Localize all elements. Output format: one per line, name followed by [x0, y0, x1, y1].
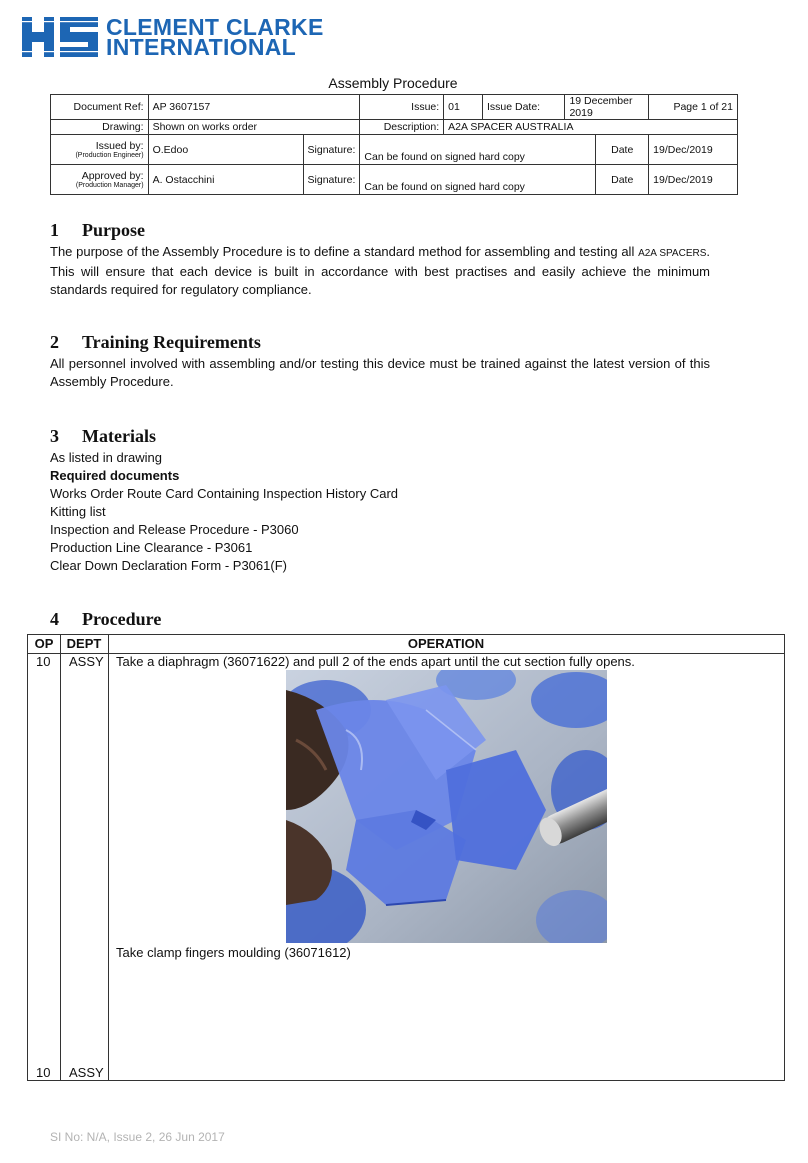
approved-by-value: A. Ostacchini [148, 165, 303, 195]
approved-date-value: 19/Dec/2019 [649, 165, 738, 195]
page-number: Page 1 of 21 [649, 95, 738, 120]
description-value: A2A SPACER AUSTRALIA [444, 120, 738, 135]
diaphragm-photo [286, 670, 607, 943]
procedure-header-row [28, 635, 784, 654]
company-logo [22, 16, 324, 58]
document-title: Assembly Procedure [328, 75, 458, 91]
required-document-item: Production Line Clearance - P3061 [50, 540, 253, 555]
footer-si-number: SI No: N/A, Issue 2, 26 Jun 2017 [50, 1130, 225, 1144]
issued-by-value: O.Edoo [148, 135, 303, 165]
doc-ref-label: Document Ref: [51, 95, 149, 120]
description-label: Description: [360, 120, 444, 135]
section-1-heading: 1 Purpose [50, 220, 145, 240]
materials-note: As listed in drawing [50, 450, 162, 465]
issue-value: 01 [444, 95, 483, 120]
row-1-dept: ASSY [69, 654, 104, 669]
dept-header: DEPT [66, 636, 102, 651]
issue-date-value: 19 December 2019 [565, 95, 649, 120]
drawing-value: Shown on works order [148, 120, 360, 135]
purpose-paragraph: The purpose of the Assembly Procedure is to define a standard method for assembling and testing all A2A SPACERS. This will ensure that each device is built in accordance with best practises and easily achieve the minimum standards required for regulatory compliance. [50, 244, 711, 297]
required-document-item: Clear Down Declaration Form - P3061(F) [50, 558, 287, 573]
issue-label: Issue: [360, 95, 444, 120]
approved-signature-label: Signature: [303, 165, 360, 195]
required-documents-heading: Required documents [50, 468, 180, 483]
row-1-op: 10 [36, 654, 51, 669]
row-2-dept: ASSY [69, 1065, 104, 1080]
issued-date-value: 19/Dec/2019 [649, 135, 738, 165]
operation-header: OPERATION [407, 636, 485, 651]
issue-date-label: Issue Date: [482, 95, 564, 120]
op-column [28, 635, 61, 1080]
section-3-heading: 3 Materials [50, 426, 156, 446]
issued-signature-value: Can be found on signed hard copy [360, 135, 596, 165]
drawing-label: Drawing: [51, 120, 149, 135]
required-document-item: Inspection and Release Procedure - P3060 [50, 522, 299, 537]
row-2-op: 10 [36, 1065, 51, 1080]
approved-signature-value: Can be found on signed hard copy [360, 165, 596, 195]
logo-line-1: CLEMENT CLARKE [106, 14, 324, 40]
document-header-table [50, 94, 738, 195]
section-4-heading: 4 Procedure [50, 609, 162, 629]
op-header: OP [34, 636, 54, 651]
section-2-heading: 2 Training Requirements [50, 332, 261, 352]
approved-by-role: (Production Manager) [75, 182, 144, 189]
row-1-operation: Take a diaphragm (36071622) and pull 2 of the ends apart until the cut section fully opens. [116, 654, 635, 669]
dept-column [60, 635, 109, 1080]
approved-by-label: Approved by: (Production Manager) [51, 165, 149, 195]
materials-list [50, 449, 398, 575]
approved-date-label: Date [596, 165, 649, 195]
issued-by-label: Issued by: (Production Engineer) [51, 135, 149, 165]
diaphragm-illustration-icon [286, 670, 607, 943]
doc-ref-value: AP 3607157 [148, 95, 360, 120]
hs-logo-mark-icon [22, 17, 98, 57]
training-paragraph: All personnel involved with assembling and/or testing this device must be trained against the latest version of this Assembly Procedure. [50, 356, 710, 389]
row-1-operation-continued: Take clamp fingers moulding (36071612) [116, 945, 351, 960]
issued-date-label: Date [596, 135, 649, 165]
issued-by-role: (Production Engineer) [75, 152, 144, 159]
required-document-item: Works Order Route Card Containing Inspection History Card [50, 486, 399, 501]
issued-signature-label: Signature: [303, 135, 360, 165]
logo-line-2: INTERNATIONAL [106, 34, 297, 60]
required-document-item: Kitting list [50, 504, 106, 519]
